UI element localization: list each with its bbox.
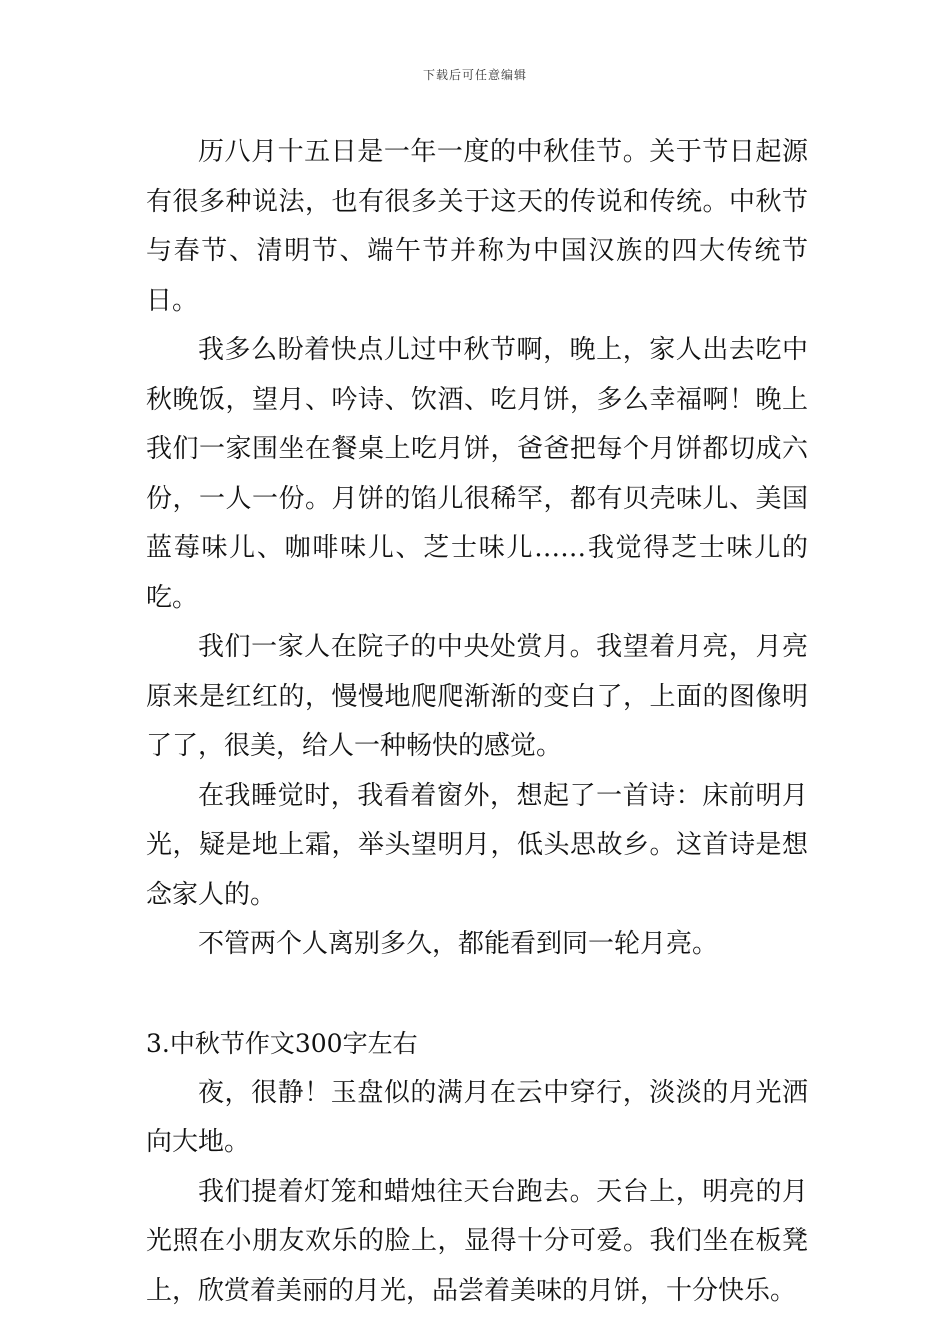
section-heading: 3.中秋节作文300字左右 <box>146 1029 418 1058</box>
section-paragraph-1: 夜，很静！玉盘似的满月在云中穿行，淡淡的月光洒向大地。 <box>146 1077 808 1157</box>
section-spacer <box>146 970 808 1020</box>
paragraph-4: 在我睡觉时，我看着窗外，想起了一首诗：床前明月光，疑是地上霜，举头望明月，低头思故乡。这首诗是想念家人的。 <box>146 780 808 910</box>
paragraph-2: 我多么盼着快点儿过中秋节啊，晚上，家人出去吃中秋晚饭，望月、吟诗、饮酒、吃月饼，多么幸福啊！晚上我们一家围坐在餐桌上吃月饼，爸爸把每个月饼都切成六份，一人一份。月饼的馅儿很稀罕，都有贝壳味儿、美国蓝莓味儿、咖啡味儿、芝士味儿……我觉得芝士味儿的吃。 <box>146 335 808 613</box>
paragraph-5: 不管两个人离别多久，都能看到同一轮月亮。 <box>198 929 719 959</box>
header-note: 下载后可任意编辑 <box>422 68 527 82</box>
document-body <box>146 128 808 1316</box>
paragraph-1: 历八月十五日是一年一度的中秋佳节。关于节日起源有很多种说法，也有很多关于这天的传说和传统。中秋节与春节、清明节、端午节并称为中国汉族的四大传统节日。 <box>146 137 808 316</box>
paragraph-3: 我们一家人在院子的中央处赏月。我望着月亮，月亮原来是红红的，慢慢地爬爬渐渐的变白了，上面的图像明了了，很美，给人一种畅快的感觉。 <box>146 632 808 761</box>
section-paragraph-2: 我们提着灯笼和蜡烛往天台跑去。天台上，明亮的月光照在小朋友欢乐的脸上，显得十分可爱。我们坐在板凳上，欣赏着美丽的月光，品尝着美味的月饼，十分快乐。 <box>146 1176 808 1306</box>
